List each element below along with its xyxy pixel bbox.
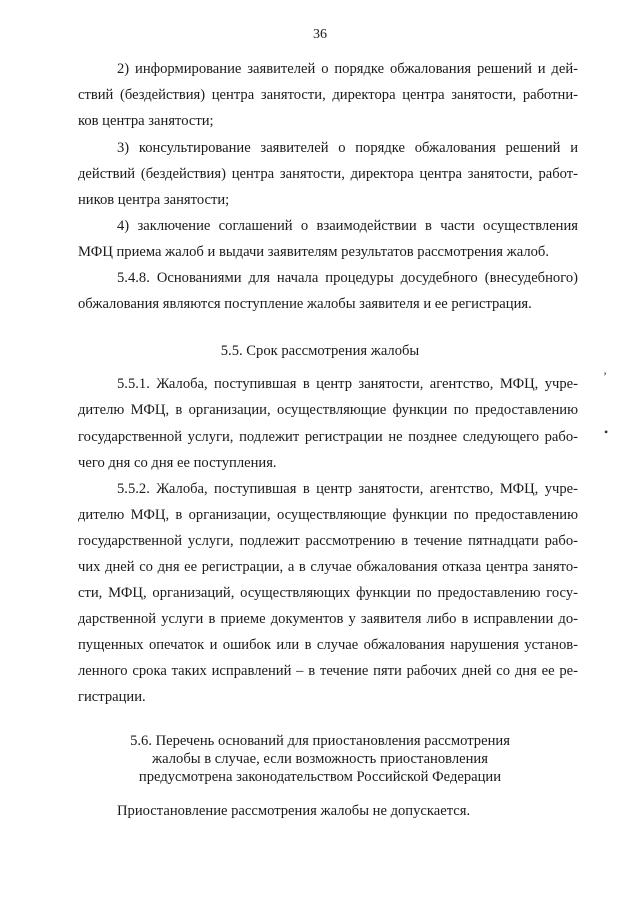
text-line: чих дней со дня ее регистрации, а в случае обжалования отказа центра занято- bbox=[78, 559, 578, 575]
text-line: 5.4.8. Основаниями для начала процедуры досудебного (внесудебного) bbox=[117, 270, 578, 286]
text-line: ников центра занятости; bbox=[78, 192, 230, 208]
text-line: пущенных опечаток и ошибок или в случае обжалования нарушения установ- bbox=[78, 637, 578, 653]
text-line: государственной услуги, подлежит рассмотрению в течение пятнадцати рабо- bbox=[78, 533, 578, 549]
text-line: сти, МФЦ, организаций, осуществляющих функции по предоставлению госу- bbox=[78, 585, 578, 601]
page-number: 36 bbox=[313, 27, 327, 42]
text-line: действий (бездействия) центра занятости, директора центра занятости, работ- bbox=[78, 166, 578, 182]
text-line: Приостановление рассмотрения жалобы не допускается. bbox=[117, 803, 471, 819]
text-line: 5.5.2. Жалоба, поступившая в центр занятости, агентство, МФЦ, учре- bbox=[117, 481, 578, 497]
text-line: обжалования являются поступление жалобы заявителя и ее регистрация. bbox=[78, 296, 532, 312]
text-line: 4) заключение соглашений о взаимодействии в части осуществления bbox=[117, 218, 578, 234]
text-line: дарственной услуги в приеме документов у заявителя либо в исправлении до- bbox=[78, 611, 578, 627]
section-heading: 5.5. Срок рассмотрения жалобы bbox=[220, 343, 420, 359]
scan-mark: ’ bbox=[603, 369, 607, 383]
section-heading: предусмотрена законодательством Российской Федерации bbox=[138, 769, 502, 785]
text-line: МФЦ приема жалоб и выдачи заявителям результатов рассмотрения жалоб. bbox=[78, 244, 550, 260]
text-line: 3) консультирование заявителей о порядке обжалования решений и bbox=[117, 140, 578, 156]
scan-mark: • bbox=[604, 425, 609, 439]
text-line: ленного срока таких исправлений – в течение пяти рабочих дней со дня ее ре- bbox=[78, 663, 578, 679]
text-line: 2) информирование заявителей о порядке обжалования решений и дей- bbox=[117, 61, 578, 77]
section-heading: 5.6. Перечень оснований для приостановления рассмотрения bbox=[130, 733, 510, 749]
text-line: дителю МФЦ, в организации, осуществляющие функции по предоставлению bbox=[78, 507, 578, 523]
section-heading: жалобы в случае, если возможность приостановления bbox=[152, 751, 488, 767]
text-line: 5.5.1. Жалоба, поступившая в центр занятости, агентство, МФЦ, учре- bbox=[117, 376, 578, 392]
text-line: чего дня со дня ее поступления. bbox=[78, 455, 277, 471]
text-line: гистрации. bbox=[78, 689, 146, 705]
text-line: государственной услуги, подлежит регистрации не позднее следующего рабо- bbox=[78, 429, 578, 445]
text-line: дителю МФЦ, в организации, осуществляющие функции по предоставлению bbox=[78, 402, 578, 418]
text-line: ков центра занятости; bbox=[78, 113, 214, 129]
text-line: ствий (бездействия) центра занятости, директора центра занятости, работни- bbox=[78, 87, 578, 103]
